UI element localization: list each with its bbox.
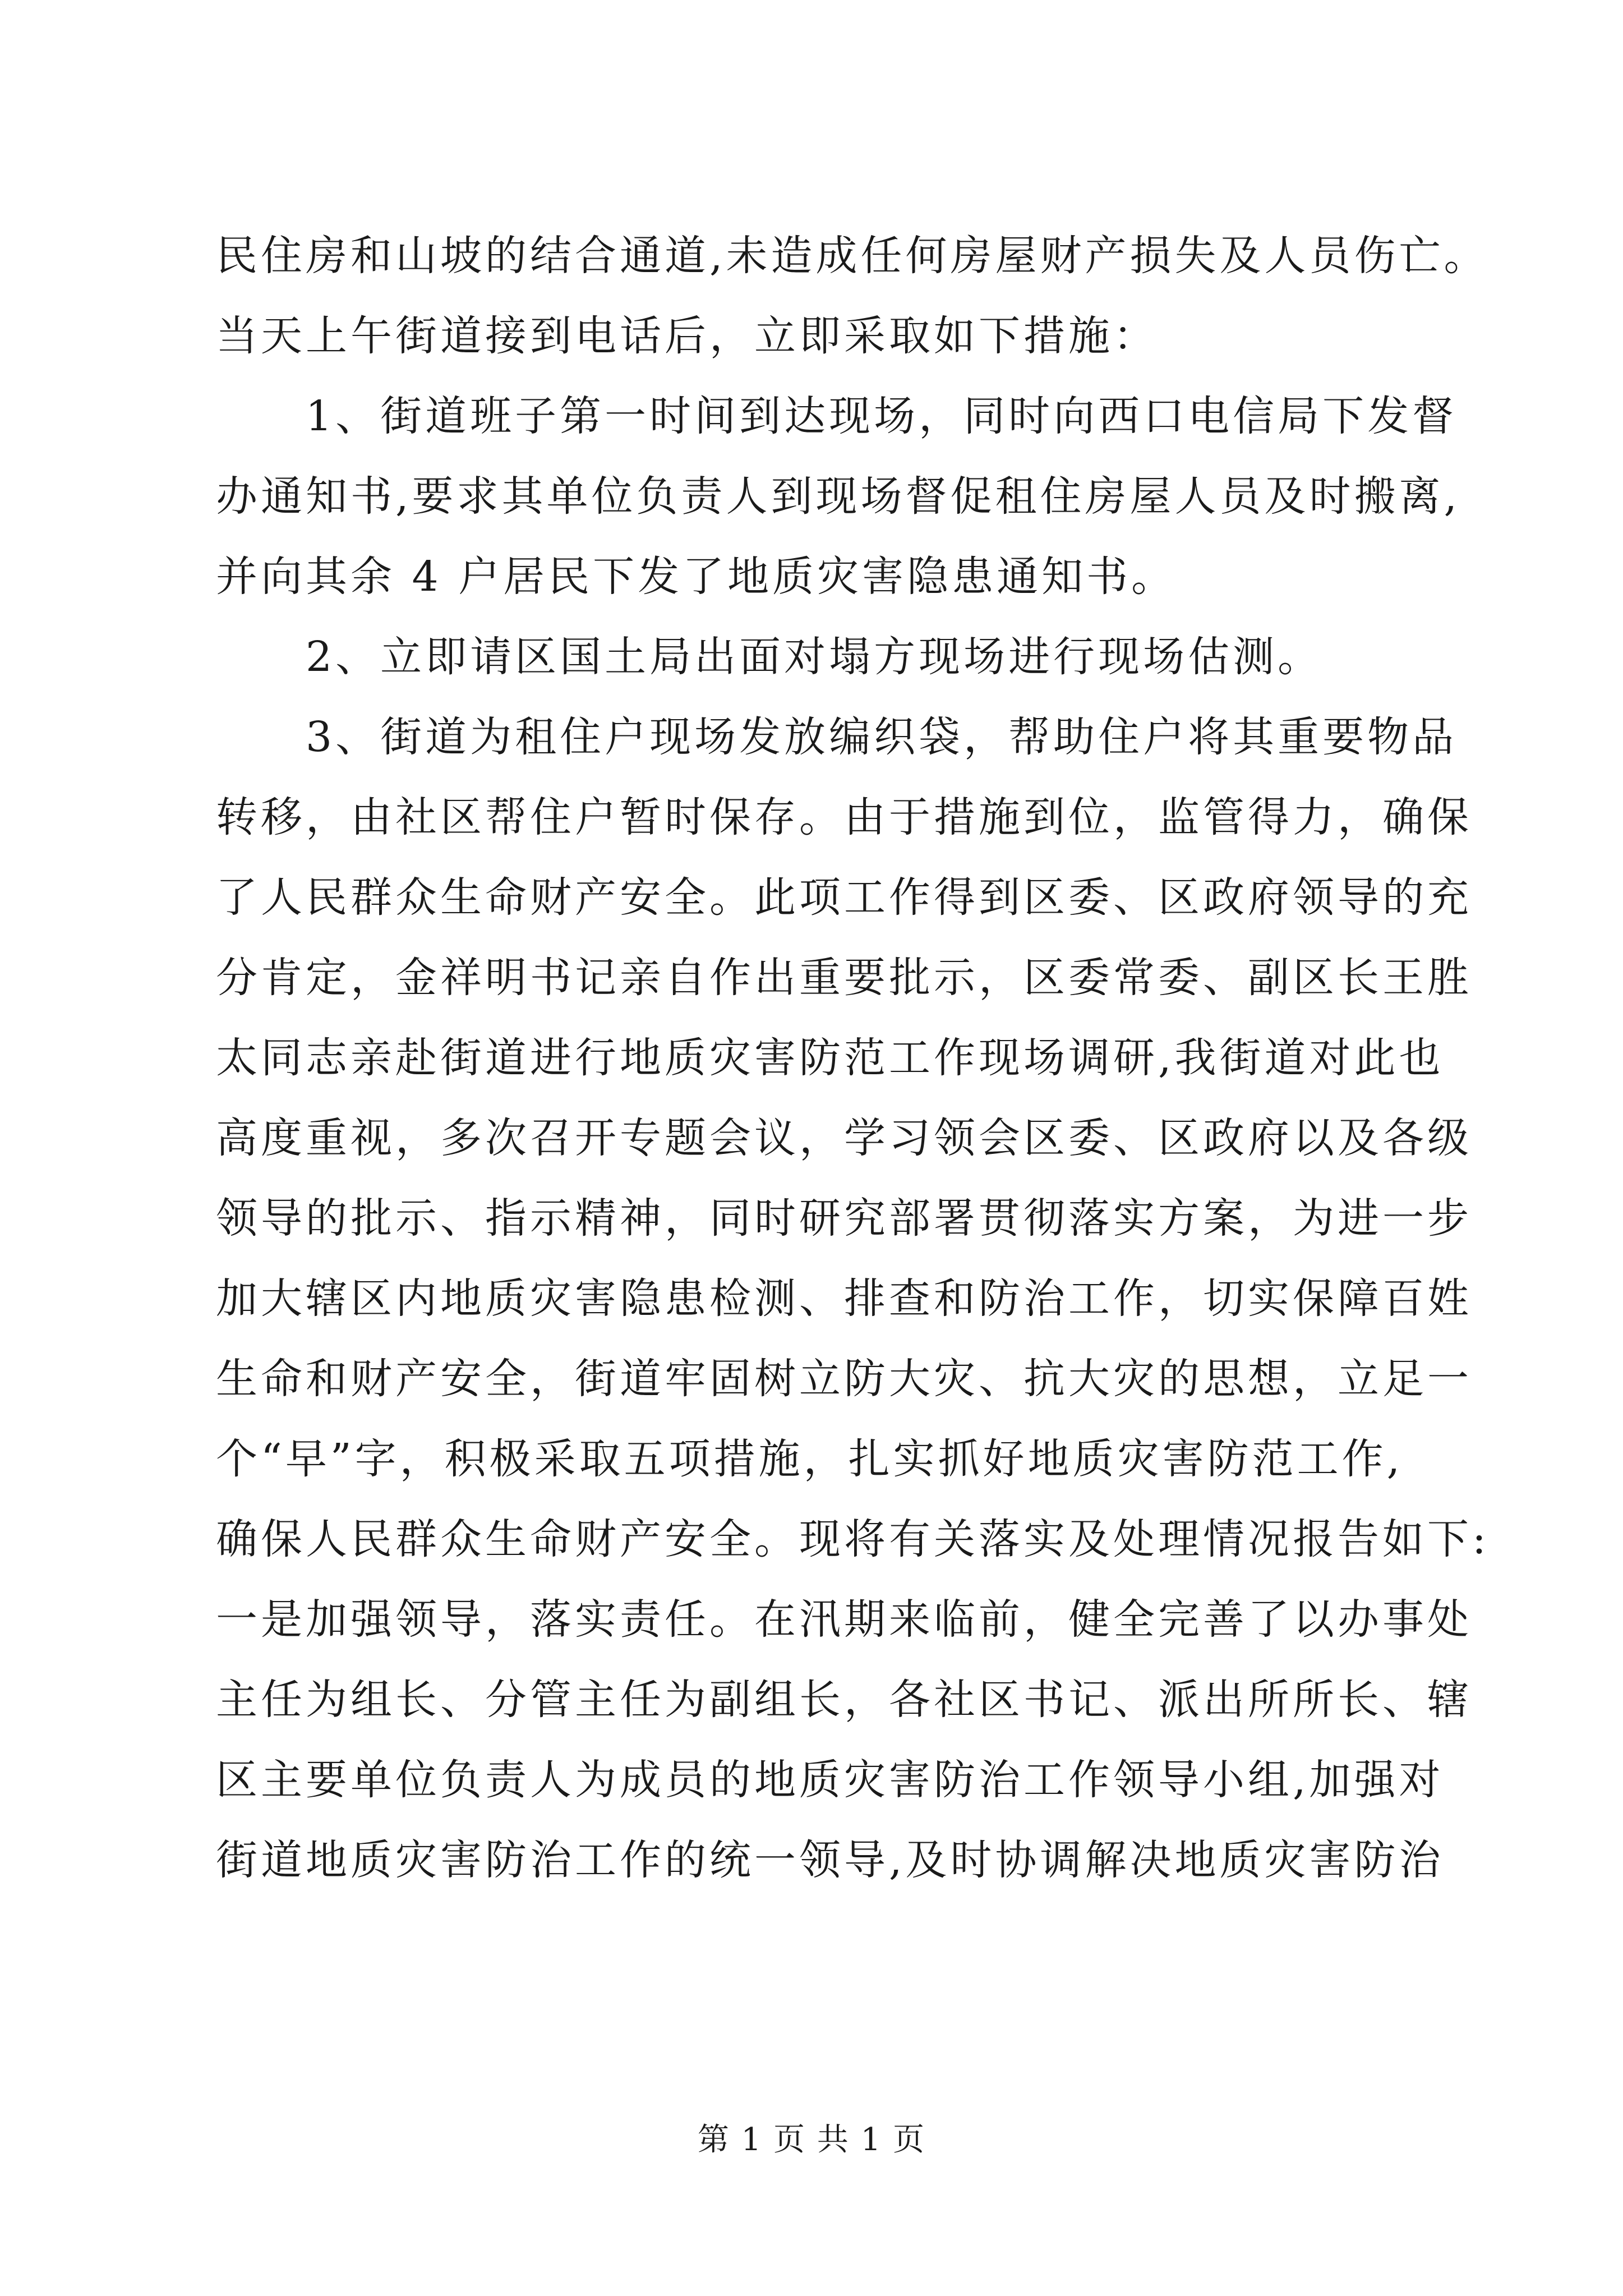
text-line: 3、街道为租住户现场发放编织袋，帮助住户将其重要物品 <box>306 713 1458 761</box>
text-line: 加大辖区内地质灾害隐患检测、排查和防治工作，切实保障百姓 <box>216 1274 1472 1323</box>
text-line: 主任为组长、分管主任为副组长，各社区书记、派出所所长、辖 <box>216 1676 1472 1724</box>
text-line: 确保人民群众生命财产安全。现将有关落实及处理情况报告如下: <box>216 1515 1490 1563</box>
text-line: 办通知书,要求其单位负责人到现场督促租住房屋人员及时搬离, <box>216 472 1461 521</box>
text-line: 转移，由社区帮住户暂时保存。由于措施到位，监管得力，确保 <box>216 793 1472 841</box>
text-line: 分肯定，金祥明书记亲自作出重要批示，区委常委、副区长王胜 <box>216 954 1472 1002</box>
text-line: 高度重视，多次召开专题会议，学习领会区委、区政府以及各级 <box>216 1114 1472 1162</box>
text-line: 当天上午街道接到电话后，立即采取如下措施： <box>216 312 1158 360</box>
text-line: 个“早”字，积极采取五项措施，扎实抓好地质灾害防范工作, <box>216 1435 1404 1483</box>
text-line: 区主要单位负责人为成员的地质灾害防治工作领导小组,加强对 <box>216 1756 1444 1804</box>
text-line: 了人民群众生命财产安全。此项工作得到区委、区政府领导的充 <box>216 873 1472 922</box>
text-line: 并向其余 4 户居民下发了地质灾害隐患通知书。 <box>216 553 1177 601</box>
text-line: 生命和财产安全，街道牢固树立防大灾、抗大灾的思想，立足一 <box>216 1355 1472 1403</box>
text-line: 2、立即请区国土局出面对塌方现场进行现场估测。 <box>306 633 1323 681</box>
text-line: 太同志亲赴街道进行地质灾害防范工作现场调研,我街道对此也 <box>216 1034 1444 1082</box>
text-line: 一是加强领导，落实责任。在汛期来临前，健全完善了以办事处 <box>216 1595 1472 1644</box>
text-line: 街道地质灾害防治工作的统一领导,及时协调解决地质灾害防治 <box>216 1836 1444 1884</box>
text-line: 领导的批示、指示精神，同时研究部署贯彻落实方案，为进一步 <box>216 1194 1472 1243</box>
text-line: 民住房和山坡的结合通道,未造成任何房屋财产损失及人员伤亡。 <box>216 232 1489 280</box>
page-number-footer: 第 1 页 共 1 页 <box>697 2122 926 2158</box>
document-body <box>216 216 1490 1901</box>
text-line: 1、街道班子第一时间到达现场，同时向西口电信局下发督 <box>306 392 1458 440</box>
